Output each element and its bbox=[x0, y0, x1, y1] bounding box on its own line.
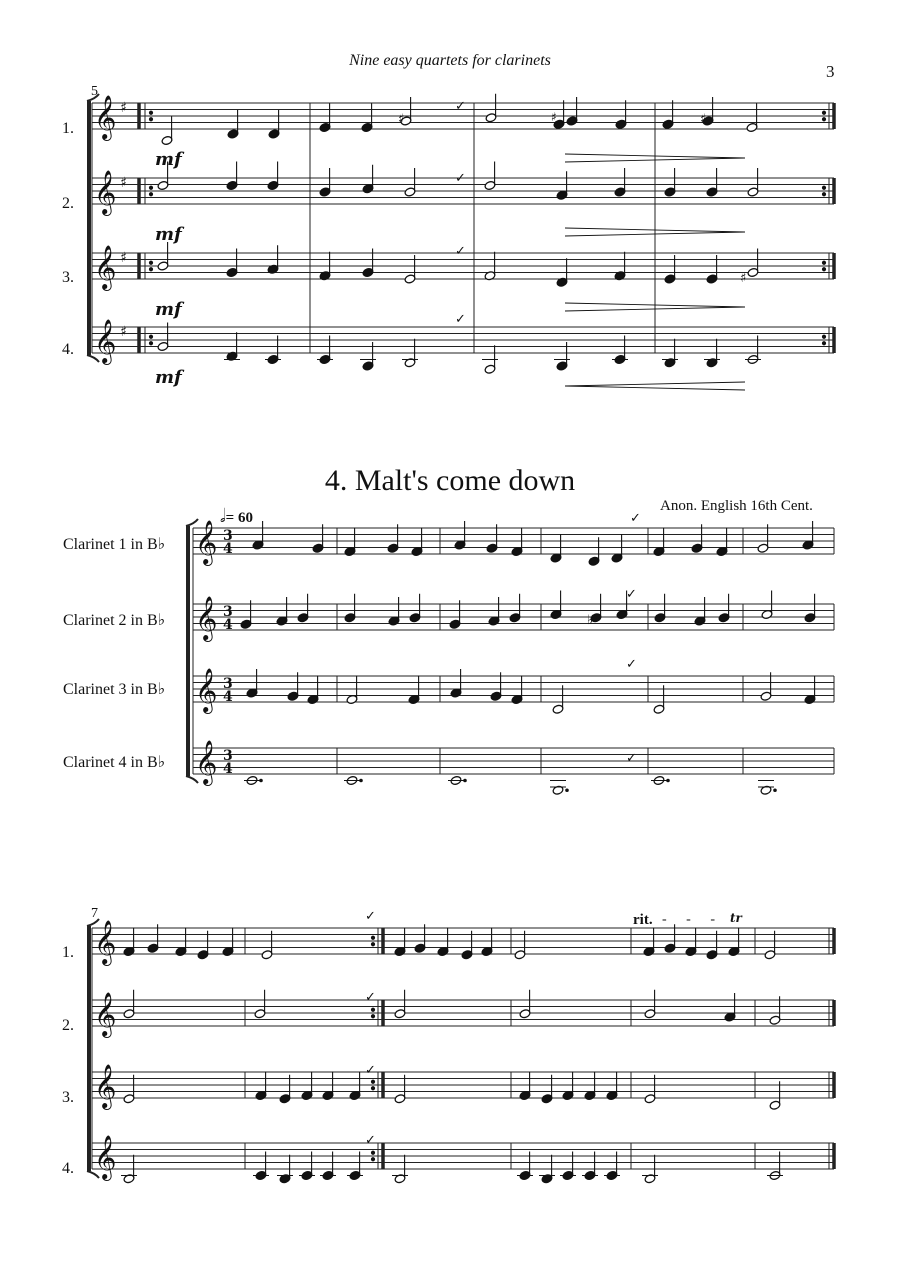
treble-clef-icon: 𝄞 bbox=[94, 992, 117, 1036]
sharp-accidental: ♯ bbox=[700, 112, 707, 127]
repeat-dot bbox=[371, 943, 374, 946]
checkmark-icon: ✓ bbox=[365, 909, 376, 924]
treble-clef-icon: 𝄞 bbox=[195, 596, 218, 640]
piece-title: 4. Malt's come down bbox=[324, 464, 576, 497]
checkmark-icon: ✓ bbox=[455, 99, 466, 114]
repeat-dot bbox=[822, 186, 825, 189]
composer-credit: Anon. English 16th Cent. bbox=[660, 498, 813, 514]
part-label-2: 2. bbox=[62, 195, 74, 212]
treble-clef-icon: 𝄞 bbox=[94, 920, 117, 964]
augmentation-dot bbox=[260, 779, 263, 782]
repeat-dot bbox=[149, 261, 152, 264]
checkmark-icon: ✓ bbox=[626, 657, 637, 672]
instrument-label-2: Clarinet 2 in B♭ bbox=[63, 612, 166, 629]
dynamic-mf-1: mf bbox=[155, 149, 182, 170]
augmentation-dot bbox=[566, 789, 569, 792]
repeat-dot bbox=[371, 1087, 374, 1090]
checkmark-icon: ✓ bbox=[455, 244, 466, 259]
crescendo-line bbox=[565, 386, 745, 390]
checkmark-icon: ✓ bbox=[455, 171, 466, 186]
checkmark-icon: ✓ bbox=[630, 511, 641, 526]
repeat-dot bbox=[822, 342, 825, 345]
repeat-dot bbox=[149, 268, 152, 271]
repeat-dot bbox=[371, 1080, 374, 1083]
ritardando-mark: rit. bbox=[633, 912, 653, 928]
treble-clef-icon: 𝄞 bbox=[195, 740, 218, 784]
repeat-dot bbox=[822, 261, 825, 264]
crescendo-line bbox=[565, 382, 745, 386]
repeat-dot bbox=[822, 268, 825, 271]
part-label-3-1: 1. bbox=[62, 944, 74, 961]
flat-accidental: ♭ bbox=[587, 613, 594, 628]
treble-clef-icon: 𝄞 bbox=[195, 668, 218, 712]
treble-clef-icon: 𝄞 bbox=[94, 95, 117, 139]
checkmark-icon: ✓ bbox=[365, 1063, 376, 1078]
augmentation-dot bbox=[774, 789, 777, 792]
checkmark-icon: ✓ bbox=[455, 312, 466, 327]
checkmark-icon: ✓ bbox=[626, 587, 637, 602]
repeat-dot bbox=[371, 1008, 374, 1011]
treble-clef-icon: 𝄞 bbox=[195, 520, 218, 564]
treble-clef-icon: 𝄞 bbox=[94, 245, 117, 289]
time-signature-bottom: 4 bbox=[223, 761, 233, 777]
time-signature-top: 3 bbox=[223, 528, 233, 544]
repeat-dot bbox=[149, 342, 152, 345]
part-label-3: 3. bbox=[62, 269, 74, 286]
running-title: Nine easy quartets for clarinets bbox=[349, 52, 551, 69]
part-label-3-2: 2. bbox=[62, 1017, 74, 1034]
part-label-4: 4. bbox=[62, 341, 74, 358]
tempo-value: = 60 bbox=[225, 510, 253, 526]
measure-number-system1: 5 bbox=[91, 84, 98, 99]
time-signature-top: 3 bbox=[223, 604, 233, 620]
instrument-label-1: Clarinet 1 in B♭ bbox=[63, 536, 166, 553]
sharp-accidental: ♯ bbox=[740, 271, 747, 286]
repeat-dot bbox=[149, 335, 152, 338]
part-label-3-4: 4. bbox=[62, 1160, 74, 1177]
repeat-dot bbox=[822, 111, 825, 114]
repeat-dot bbox=[149, 193, 152, 196]
time-signature-top: 3 bbox=[223, 748, 233, 764]
instrument-label-3: Clarinet 3 in B♭ bbox=[63, 681, 166, 698]
dynamic-mf-2: mf bbox=[155, 224, 182, 245]
repeat-dot bbox=[822, 118, 825, 121]
checkmark-icon: ✓ bbox=[365, 1133, 376, 1148]
measure-number-system3: 7 bbox=[91, 906, 98, 921]
augmentation-dot bbox=[667, 779, 670, 782]
trill-mark: tr bbox=[730, 911, 742, 925]
augmentation-dot bbox=[360, 779, 363, 782]
time-signature-bottom: 4 bbox=[223, 541, 233, 557]
key-signature-sharp: ♯ bbox=[120, 175, 127, 191]
repeat-dot bbox=[371, 936, 374, 939]
repeat-dot bbox=[149, 118, 152, 121]
repeat-dot bbox=[149, 111, 152, 114]
treble-clef-icon: 𝄞 bbox=[94, 170, 117, 214]
time-signature-bottom: 4 bbox=[223, 689, 233, 705]
checkmark-icon: ✓ bbox=[365, 990, 376, 1005]
sharp-accidental: ♯ bbox=[551, 110, 557, 124]
dynamic-mf-3: mf bbox=[155, 299, 182, 320]
key-signature-sharp: ♯ bbox=[120, 250, 127, 266]
treble-clef-icon: 𝄞 bbox=[94, 1064, 117, 1108]
key-signature-sharp: ♯ bbox=[120, 324, 127, 340]
instrument-label-4: Clarinet 4 in B♭ bbox=[63, 754, 166, 771]
rit-dashes: - - - bbox=[662, 912, 723, 927]
page-number: 3 bbox=[826, 62, 835, 81]
repeat-dot bbox=[822, 335, 825, 338]
checkmark-icon: ✓ bbox=[626, 751, 637, 766]
repeat-dot bbox=[822, 193, 825, 196]
time-signature-bottom: 4 bbox=[223, 617, 233, 633]
time-signature-top: 3 bbox=[223, 676, 233, 692]
dotted-half-note-icon: 𝅗𝅥 bbox=[220, 506, 226, 526]
part-label-1: 1. bbox=[62, 120, 74, 137]
repeat-dot bbox=[149, 186, 152, 189]
repeat-dot bbox=[371, 1015, 374, 1018]
sharp-accidental: ♯ bbox=[398, 112, 405, 127]
notation-marks bbox=[121, 94, 826, 1184]
key-signature-sharp: ♯ bbox=[120, 100, 127, 116]
dynamic-mf-4: mf bbox=[155, 367, 182, 388]
augmentation-dot bbox=[464, 779, 467, 782]
part-label-3-3: 3. bbox=[62, 1089, 74, 1106]
repeat-dot bbox=[371, 1151, 374, 1154]
treble-clef-icon: 𝄞 bbox=[94, 1135, 117, 1179]
treble-clef-icon: 𝄞 bbox=[94, 319, 117, 363]
repeat-dot bbox=[371, 1158, 374, 1161]
